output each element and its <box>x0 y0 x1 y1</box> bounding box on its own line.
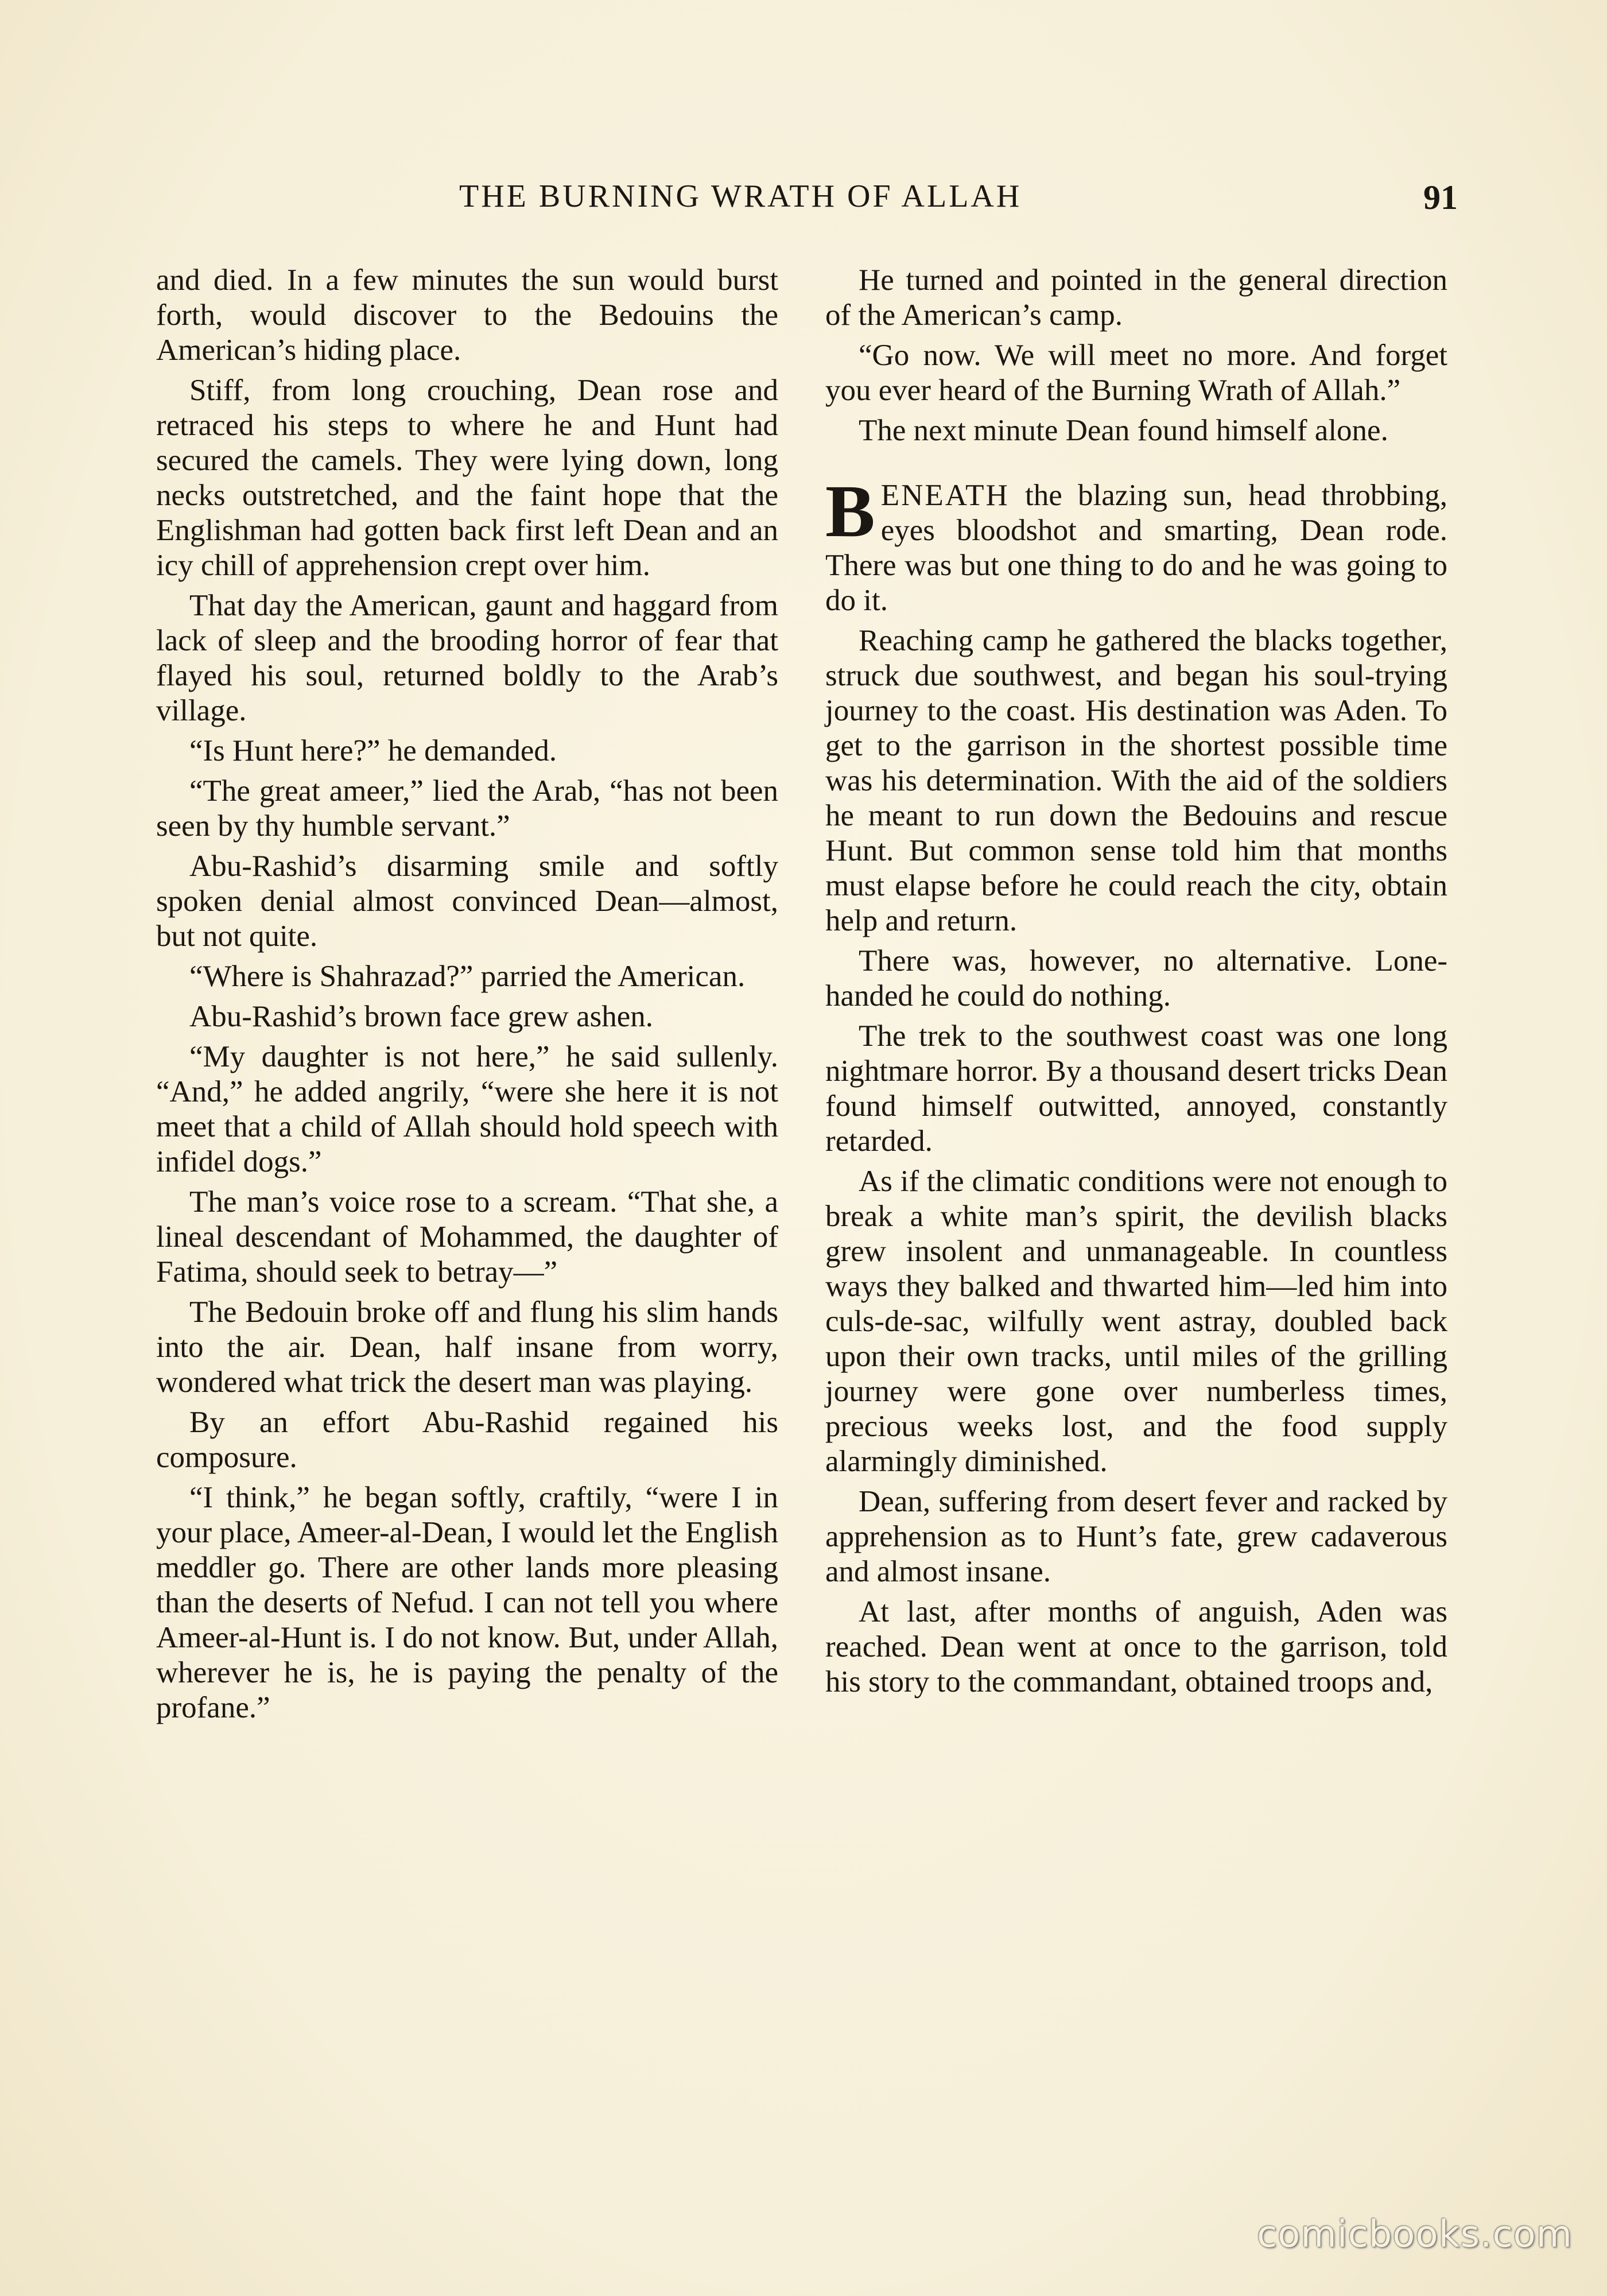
paragraph: There was, however, no alternative. Lone-handed he could do nothing. <box>825 944 1447 1013</box>
paragraph: “The great ameer,” lied the Arab, “has not been seen by thy humble servant.” <box>156 774 778 843</box>
paragraph: At last, after months of anguish, Aden was reached. Dean went at once to the garrison, told his story to the commandant, obtained troops and, <box>825 1595 1447 1698</box>
paragraph: The trek to the southwest coast was one long nightmare horror. By a thousand desert tricks Dean found himself outwitted, annoyed, constantly retarded. <box>825 1019 1447 1158</box>
paragraph: By an effort Abu-Rashid regained his composure. <box>156 1406 778 1474</box>
paragraph: “I think,” he began softly, craftily, “were I in your place, Ameer-al-Dean, I would let the English meddler go. There are other lands more pleasing than the deserts of Nefud. I can not tell you where Ameer-al-Hunt is. I do not know. But, under Allah, wherever he is, he is paying the penalty of the profane.” <box>156 1481 778 1724</box>
paragraph: Stiff, from long crouching, Dean rose and retraced his steps to where he and Hunt had secured the camels. They were lying down, long necks outstretched, and the faint hope that the Englishman had gotten back first left Dean and an icy chill of apprehension crept over him. <box>156 374 778 582</box>
section-opening-paragraph <box>825 470 1447 618</box>
paragraph: “Is Hunt here?” he demanded. <box>189 734 557 767</box>
left-column <box>156 263 778 1731</box>
watermark: comicbooks.com <box>1256 2213 1573 2256</box>
paragraph: Abu-Rashid’s brown face grew ashen. <box>189 1000 654 1033</box>
paragraph: Reaching camp he gathered the blacks together, struck due southwest, and began his soul-trying journey to the coast. His destination was Aden. To get to the garrison in the shortest possible time was his determination. With the aid of the soldiers he meant to run down the Bedouins and rescue Hunt. But common sense told him that months must elapse before he could reach the city, obtain help and return. <box>825 624 1447 937</box>
paragraph: He turned and pointed in the general direction of the American’s camp. <box>825 263 1447 332</box>
running-head: THE BURNING WRATH OF ALLAH <box>459 179 1022 214</box>
paragraph: The Bedouin broke off and flung his slim hands into the air. Dean, half insane from worry, wondered what trick the desert man was playing. <box>156 1296 778 1399</box>
paragraph: “Go now. We will meet no more. And forget you ever heard of the Burning Wrath of Allah.” <box>825 339 1447 407</box>
paragraph: As if the climatic conditions were not enough to break a white man’s spirit, the devilish blacks grew insolent and unmanageable. In countless ways they balked and thwarted him—led him into culs-de-sac, wilfully went astray, doubled back upon their own tracks, until miles of the grilling journey were gone over numberless times, precious weeks lost, and the food supply alarmingly diminished. <box>825 1165 1447 1478</box>
paragraph: “My daughter is not here,” he said sullenly. “And,” he added angrily, “were she here it is not meet that a child of Allah should hold speech with infidel dogs.” <box>156 1040 778 1178</box>
paragraph: Abu-Rashid’s disarming smile and softly spoken denial almost convinced Dean—almost, but not quite. <box>156 850 778 953</box>
paragraph: and died. In a few minutes the sun would burst forth, would discover to the Bedouins the American’s hiding place. <box>156 263 778 367</box>
page-header <box>155 178 1458 224</box>
drop-cap: B <box>825 470 875 553</box>
section-opening-smallcaps: ENEATH <box>880 479 1010 512</box>
paragraph: That day the American, gaunt and haggard from lack of sleep and the brooding horror of fear that flayed his soul, returned boldly to the Arab’s village. <box>156 589 778 727</box>
section-opening-text: the blazing sun, head throbbing, eyes bloodshot and smarting, Dean rode. There was but one thing to do and he was going to do it. <box>825 479 1447 617</box>
paragraph: Dean, suffering from desert fever and racked by apprehension as to Hunt’s fate, grew cadaverous and almost insane. <box>825 1485 1447 1588</box>
paragraph: The man’s voice rose to a scream. “That she, a lineal descendant of Mohammed, the daughter of Fatima, should seek to betray—” <box>156 1185 778 1289</box>
page-number: 91 <box>1423 179 1458 216</box>
paragraph: The next minute Dean found himself alone. <box>859 414 1388 447</box>
right-column <box>825 263 1447 1705</box>
paragraph: “Where is Shahrazad?” parried the American. <box>189 960 746 993</box>
